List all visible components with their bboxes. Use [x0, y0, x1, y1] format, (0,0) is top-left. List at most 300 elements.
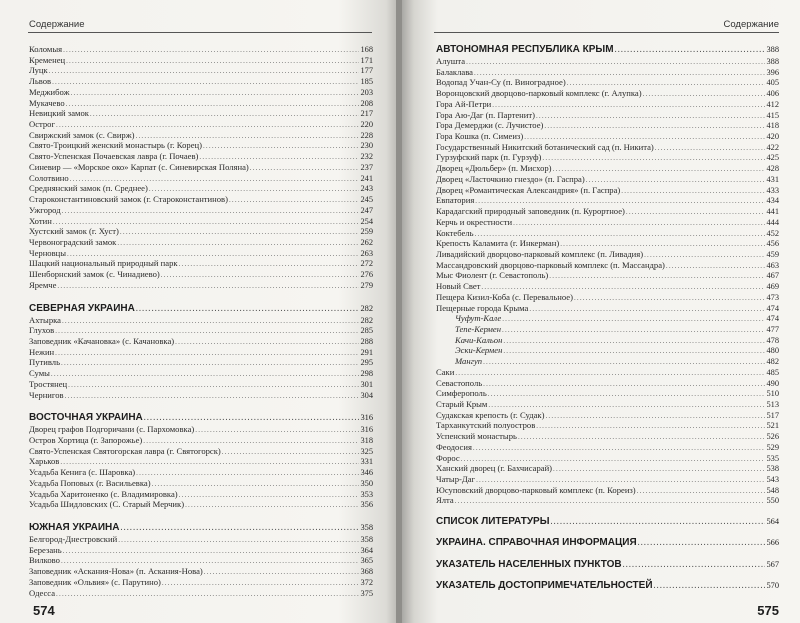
page-number: 574: [33, 603, 55, 618]
toc-section: [29, 522, 373, 598]
back-matter-heading[interactable]: [436, 516, 779, 528]
entry-page: 228: [360, 130, 373, 140]
entry-page: 259: [360, 227, 373, 237]
dot-leader: [56, 589, 359, 600]
entry-title: УКАЗАТЕЛЬ ДОСТОПРИМЕЧАТЕЛЬНОСТЕЙ: [436, 580, 653, 592]
entry-title: Свято-Успенская Святогорская лавра (г. Святогорск): [29, 445, 221, 456]
entry-title: Усадьба Поповых (г. Васильевка): [29, 477, 151, 488]
entry-page: 282: [360, 315, 373, 325]
dot-leader: [152, 479, 360, 490]
toc-entry[interactable]: [436, 410, 779, 421]
dot-leader: [90, 109, 360, 120]
entry-title: Керчь и окрестности: [436, 216, 513, 227]
entry-title: Шенборнский замок (с. Чинадиево): [29, 269, 160, 280]
entry-page: 325: [360, 446, 373, 456]
dot-leader: [71, 88, 360, 99]
page-number: 575: [757, 603, 779, 618]
toc-entry[interactable]: [29, 194, 373, 205]
entry-page: 356: [360, 500, 373, 510]
entry-page: 477: [766, 324, 779, 334]
toc-entry[interactable]: [436, 249, 779, 260]
toc-entry[interactable]: [436, 110, 779, 121]
toc-entry[interactable]: [436, 217, 779, 228]
entry-title: Гурзуфский парк (п. Гурзуф): [436, 152, 542, 163]
dot-leader: [466, 57, 765, 68]
entry-title: Синевир — «Морское око» Карпат (с. Синевирская Поляна): [29, 161, 249, 172]
entry-page: 279: [360, 280, 373, 290]
toc-subentry[interactable]: [436, 335, 779, 346]
entry-page: 368: [360, 567, 373, 577]
toc-subentry[interactable]: [436, 356, 779, 367]
entry-page: 288: [360, 336, 373, 346]
section-heading[interactable]: [29, 412, 373, 424]
entry-page: 422: [766, 142, 779, 152]
toc-entry[interactable]: [436, 378, 779, 389]
entry-page: 420: [766, 132, 779, 142]
toc-entry[interactable]: [436, 431, 779, 442]
entry-page: 478: [766, 335, 779, 345]
dot-leader: [57, 281, 359, 292]
toc-entry[interactable]: [29, 140, 373, 151]
entry-page: 396: [766, 67, 779, 77]
entry-title: Саки: [436, 366, 455, 377]
entry-page: 444: [766, 217, 779, 227]
entry-page: 564: [766, 516, 779, 526]
entry-page: 550: [766, 496, 779, 506]
dot-leader: [118, 535, 359, 546]
entry-page: 459: [766, 249, 779, 259]
entry-title: Харьков: [29, 456, 60, 467]
dot-leader: [136, 304, 360, 316]
entry-page: 365: [360, 556, 373, 566]
toc-entry[interactable]: [29, 119, 373, 130]
toc-entry[interactable]: [29, 347, 373, 358]
toc-entry[interactable]: [436, 131, 779, 142]
toc-entry[interactable]: [29, 478, 373, 489]
toc-entry[interactable]: [29, 44, 373, 55]
entry-page: 254: [360, 216, 373, 226]
toc-entry[interactable]: [29, 237, 373, 248]
entry-title: Пещерные города Крыма: [436, 302, 529, 313]
toc-entry[interactable]: [29, 226, 373, 237]
entry-title: Дворец «Дюльбер» (п. Мисхор): [436, 163, 552, 174]
dot-leader: [66, 56, 359, 67]
dot-leader: [473, 443, 766, 454]
entry-page: 570: [766, 581, 779, 591]
entry-page: 346: [360, 468, 373, 478]
entry-title: Сумы: [29, 368, 50, 379]
toc-entry[interactable]: [29, 555, 373, 566]
toc-entry[interactable]: [436, 77, 779, 88]
entry-page: 474: [766, 303, 779, 313]
entry-title: Гора Ай-Петри: [436, 98, 492, 109]
toc-entry[interactable]: [29, 173, 373, 184]
dot-leader: [62, 316, 359, 327]
dot-leader: [536, 421, 765, 432]
entry-title: Чуфут-Кале: [455, 313, 502, 324]
entry-title: Солотвино: [29, 172, 69, 183]
entry-page: 469: [766, 282, 779, 292]
toc-entry[interactable]: [436, 260, 779, 271]
toc-entry[interactable]: [29, 205, 373, 216]
entry-page: 406: [766, 89, 779, 99]
dot-leader: [503, 346, 765, 357]
toc-entry[interactable]: [29, 248, 373, 259]
entry-title: Хотин: [29, 215, 52, 226]
section-heading[interactable]: [29, 303, 373, 315]
dot-leader: [63, 45, 359, 56]
entry-title: Судакская крепость (г. Судак): [436, 409, 545, 420]
entry-title: Заповедник «Качановка» (с. Качановка): [29, 335, 175, 346]
running-head: Содержание: [723, 19, 779, 30]
entry-page: 262: [360, 237, 373, 247]
dot-leader: [666, 261, 766, 272]
entry-page: 247: [360, 205, 373, 215]
toc-entry[interactable]: [29, 65, 373, 76]
toc-entry[interactable]: [436, 485, 779, 496]
toc-entry[interactable]: [29, 379, 373, 390]
entry-title: Ужгород: [29, 204, 61, 215]
toc-entry[interactable]: [436, 195, 779, 206]
right-page: [402, 0, 800, 623]
dot-leader: [544, 121, 765, 132]
back-matter-heading[interactable]: [436, 580, 779, 592]
toc-entry[interactable]: [436, 442, 779, 453]
entry-title: Форос: [436, 452, 460, 463]
entry-page: 433: [766, 185, 779, 195]
entry-title: АВТОНОМНАЯ РЕСПУБЛИКА КРЫМ: [436, 44, 614, 55]
dot-leader: [222, 447, 360, 458]
toc-entry[interactable]: [29, 258, 373, 269]
entry-page: 298: [360, 369, 373, 379]
toc-entry[interactable]: [436, 174, 779, 185]
entry-title: УКАЗАТЕЛЬ НАСЕЛЕННЫХ ПУНКТОВ: [436, 558, 622, 570]
dot-leader: [545, 411, 765, 422]
toc-entry[interactable]: [29, 357, 373, 368]
entry-title: Среднянский замок (п. Среднее): [29, 183, 148, 194]
dot-leader: [179, 490, 360, 501]
back-matter-heading[interactable]: [436, 559, 779, 571]
dot-leader: [136, 468, 359, 479]
dot-leader: [638, 538, 766, 550]
entry-page: 203: [360, 87, 373, 97]
entry-page: 415: [766, 110, 779, 120]
dot-leader: [203, 141, 359, 152]
toc-entry[interactable]: [436, 292, 779, 303]
toc-entry[interactable]: [436, 152, 779, 163]
toc-entry[interactable]: [436, 281, 779, 292]
entry-page: 353: [360, 489, 373, 499]
dot-leader: [654, 581, 766, 593]
entry-page: 405: [766, 78, 779, 88]
back-matter-heading[interactable]: [436, 537, 779, 549]
entry-page: 467: [766, 271, 779, 281]
entry-title: Ханский дворец (г. Бахчисарай): [436, 463, 553, 474]
toc-subentry[interactable]: [436, 324, 779, 335]
toc-subentry[interactable]: [436, 345, 779, 356]
dot-leader: [455, 496, 766, 507]
toc-entry[interactable]: [29, 87, 373, 98]
entry-page: 548: [766, 485, 779, 495]
dot-leader: [55, 348, 359, 359]
entry-page: 350: [360, 478, 373, 488]
dot-leader: [161, 270, 360, 281]
entry-page: 241: [360, 173, 373, 183]
entry-title: СЕВЕРНАЯ УКРАИНА: [29, 302, 135, 314]
entry-page: 434: [766, 196, 779, 206]
entry-title: Свято-Успенская Почаевская лавра (г. Почаев): [29, 151, 199, 162]
dot-leader: [162, 578, 360, 589]
dot-leader: [529, 304, 765, 315]
dot-leader: [62, 206, 360, 217]
toc-entry[interactable]: [29, 269, 373, 280]
entry-title: Чатыр-Даг: [436, 474, 476, 485]
toc-entry[interactable]: [29, 577, 373, 588]
toc-entry[interactable]: [436, 228, 779, 239]
toc-entry[interactable]: [29, 325, 373, 336]
toc-section: [29, 412, 373, 510]
entry-title: Крепость Каламита (г. Инкерман): [436, 238, 560, 249]
entry-title: Червоноградский замок: [29, 236, 117, 247]
entry-page: 463: [766, 260, 779, 270]
toc-entry[interactable]: [436, 142, 779, 153]
entry-title: Карадагский природный заповедник (п. Курортное): [436, 206, 625, 217]
entry-page: 220: [360, 120, 373, 130]
dot-leader: [623, 560, 766, 572]
toc-entry[interactable]: [436, 163, 779, 174]
entry-title: Невицкий замок: [29, 108, 89, 119]
entry-title: Ахтырка: [29, 314, 61, 325]
entry-title: Березань: [29, 544, 62, 555]
entry-title: Остров Хортица (г. Запорожье): [29, 435, 143, 445]
toc-entry[interactable]: [29, 98, 373, 109]
toc-entry[interactable]: [29, 566, 373, 577]
entry-title: Алушта: [436, 56, 466, 66]
toc-entry[interactable]: [29, 280, 373, 291]
toc-entry[interactable]: [29, 162, 373, 173]
toc-entry[interactable]: [436, 67, 779, 78]
toc-entry[interactable]: [29, 545, 373, 556]
toc-entry[interactable]: [29, 183, 373, 194]
dot-leader: [518, 432, 766, 443]
toc-entry[interactable]: [436, 56, 779, 67]
entry-title: Евпатория: [436, 195, 475, 206]
entry-page: 538: [766, 464, 779, 474]
entry-page: 513: [766, 400, 779, 409]
dot-leader: [643, 89, 766, 100]
dot-leader: [68, 380, 359, 391]
toc-entry[interactable]: [436, 270, 779, 281]
entry-title: Коломыя: [29, 44, 63, 54]
toc-entry[interactable]: [436, 367, 779, 378]
entry-page: 230: [360, 141, 373, 151]
dot-leader: [626, 207, 766, 218]
entry-title: Шацкий национальный природный парк: [29, 258, 178, 269]
entry-title: Староконстантиновский замок (г. Староконстантинов): [29, 194, 228, 205]
entry-title: Одесса: [29, 587, 56, 598]
section-heading[interactable]: [29, 522, 373, 534]
entry-page: 567: [766, 559, 779, 569]
entry-page: 245: [360, 195, 373, 205]
toc-entry[interactable]: [29, 216, 373, 227]
entry-title: Черновцы: [29, 247, 67, 258]
toc-entry[interactable]: [29, 55, 373, 66]
toc-entry[interactable]: [29, 424, 373, 435]
toc-entry[interactable]: [29, 467, 373, 478]
entry-page: 285: [360, 326, 373, 336]
entry-title: Заповедник «Ольвия» (с. Парутино): [29, 576, 161, 587]
toc-entry[interactable]: [29, 499, 373, 510]
section-heading[interactable]: [436, 44, 779, 56]
entry-page: 388: [766, 45, 779, 54]
running-head: Содержание: [29, 19, 85, 30]
entry-title: Дворец «Романтическая Александрия» (п. Гаспра): [436, 184, 621, 195]
entry-page: 441: [766, 207, 779, 217]
dot-leader: [51, 369, 360, 380]
entry-page: 517: [766, 410, 779, 420]
toc-section: [29, 303, 373, 401]
entry-title: Феодосия: [436, 441, 472, 452]
entry-title: Водопад Учан-Су (п. Виноградное): [436, 77, 566, 88]
entry-title: Чернигов: [29, 389, 64, 400]
entry-title: Глухов: [29, 325, 55, 336]
toc-entry[interactable]: [436, 495, 779, 506]
entry-title: Усадьба Шидловских (С. Старый Мерчик): [29, 499, 185, 510]
entry-page: 485: [766, 367, 779, 377]
dot-leader: [179, 259, 360, 270]
entry-page: 232: [360, 152, 373, 162]
entry-title: Тепе-Кермен: [455, 323, 501, 334]
dot-leader: [175, 337, 359, 348]
entry-title: Усадьба Кенига (с. Шаровка): [29, 467, 136, 478]
entry-page: 482: [766, 357, 779, 367]
entry-title: Путивль: [29, 357, 61, 368]
entry-title: Качи-Кальон: [455, 334, 503, 345]
entry-page: 490: [766, 378, 779, 388]
toc-entry[interactable]: [29, 435, 373, 446]
entry-page: 529: [766, 442, 779, 452]
entry-title: Свято-Троицкий женский монастырь (г. Корец): [29, 140, 202, 151]
dot-leader: [63, 546, 360, 557]
entry-page: 318: [360, 436, 373, 445]
toc-entry[interactable]: [436, 99, 779, 110]
entry-title: Нежин: [29, 346, 55, 357]
entry-page: 452: [766, 228, 779, 238]
toc-entry[interactable]: [29, 489, 373, 500]
entry-page: 456: [766, 239, 779, 249]
entry-page: 276: [360, 270, 373, 280]
entry-title: Мукачево: [29, 97, 65, 108]
toc-entry[interactable]: [436, 88, 779, 99]
entry-page: 282: [360, 303, 373, 313]
toc-entry[interactable]: [29, 368, 373, 379]
toc-entry[interactable]: [29, 446, 373, 457]
left-page: [0, 0, 398, 623]
entry-title: Свиржский замок (с. Свирж): [29, 129, 135, 140]
entry-title: Пещера Кизил-Коба (с. Перевальное): [436, 291, 573, 302]
toc-entry[interactable]: [29, 456, 373, 467]
entry-page: 171: [360, 55, 373, 65]
header-rule: [28, 32, 372, 33]
dot-leader: [250, 163, 360, 174]
entry-page: 304: [360, 390, 373, 400]
toc-entry[interactable]: [29, 151, 373, 162]
entry-title: Усадьба Харитоненко (с. Владимировка): [29, 488, 178, 499]
dot-leader: [549, 271, 765, 282]
entry-title: Коктебель: [436, 227, 474, 238]
toc-section: [29, 44, 373, 291]
entry-page: 526: [766, 432, 779, 442]
toc-entry[interactable]: [29, 534, 373, 545]
entry-page: 521: [766, 421, 779, 431]
entry-page: 510: [766, 389, 779, 399]
entry-page: 372: [360, 577, 373, 587]
entry-title: Острог: [29, 119, 55, 130]
dot-leader: [49, 66, 360, 77]
entry-title: Юсуповский дворцово-парковый комплекс (п. Кореиз): [436, 484, 636, 495]
entry-title: Государственный Никитский ботанический сад (п. Никита): [436, 141, 654, 152]
entry-page: 316: [360, 413, 373, 423]
entry-page: 243: [360, 184, 373, 194]
entry-title: Гора Кошка (п. Симеиз): [436, 131, 524, 142]
entry-title: Луцк: [29, 65, 48, 76]
toc-entry[interactable]: [436, 463, 779, 474]
entry-title: Дворец «Ласточкино гнездо» (п. Гаспра): [436, 173, 585, 184]
entry-page: 185: [360, 77, 373, 87]
entry-title: Ливадийский дворцово-парковый комплекс (п. Ливадия): [436, 248, 644, 259]
toc-entry[interactable]: [436, 399, 779, 410]
entry-page: 295: [360, 358, 373, 368]
toc-entry[interactable]: [436, 388, 779, 399]
dot-leader: [120, 227, 360, 238]
entry-title: Гора Демерджи (с. Лучистое): [436, 120, 544, 131]
dot-leader: [483, 357, 765, 368]
entry-page: 431: [766, 174, 779, 184]
entry-title: Заповедник «Аскания-Нова» (п. Аскания-Нова): [29, 566, 203, 577]
toc-entry[interactable]: [436, 474, 779, 485]
toc-subentry[interactable]: [436, 313, 779, 324]
toc-entry[interactable]: [436, 238, 779, 249]
entry-page: 237: [360, 162, 373, 172]
entry-title: УКРАИНА. СПРАВОЧНАЯ ИНФОРМАЦИЯ: [436, 537, 637, 549]
toc-entry[interactable]: [436, 206, 779, 217]
entry-page: 412: [766, 99, 779, 109]
entry-title: Воронцовский дворцово-парковый комплекс (г. Алупка): [436, 88, 642, 99]
entry-page: 375: [360, 588, 373, 598]
toc-entry[interactable]: [29, 588, 373, 599]
toc-entry[interactable]: [29, 315, 373, 326]
toc-entry[interactable]: [29, 130, 373, 141]
entry-title: Мыс Фиолент (г. Севастополь): [436, 270, 549, 281]
dot-leader: [536, 111, 765, 122]
dot-leader: [455, 368, 765, 379]
entry-page: 428: [766, 164, 779, 174]
toc-entry[interactable]: [29, 390, 373, 401]
toc-entry[interactable]: [29, 76, 373, 87]
toc-section: [436, 44, 779, 506]
entry-title: Симферополь: [436, 388, 487, 399]
toc-entry[interactable]: [29, 108, 373, 119]
toc-entry[interactable]: [436, 453, 779, 464]
entry-page: 473: [766, 292, 779, 302]
toc-entry[interactable]: [436, 303, 779, 314]
toc-entry[interactable]: [436, 120, 779, 131]
toc-entry[interactable]: [436, 420, 779, 431]
dot-leader: [502, 314, 765, 325]
toc-entry[interactable]: [29, 336, 373, 347]
toc-entry[interactable]: [436, 185, 779, 196]
entry-title: Массандровский дворцово-парковый комплекс (п. Массандра): [436, 259, 665, 270]
